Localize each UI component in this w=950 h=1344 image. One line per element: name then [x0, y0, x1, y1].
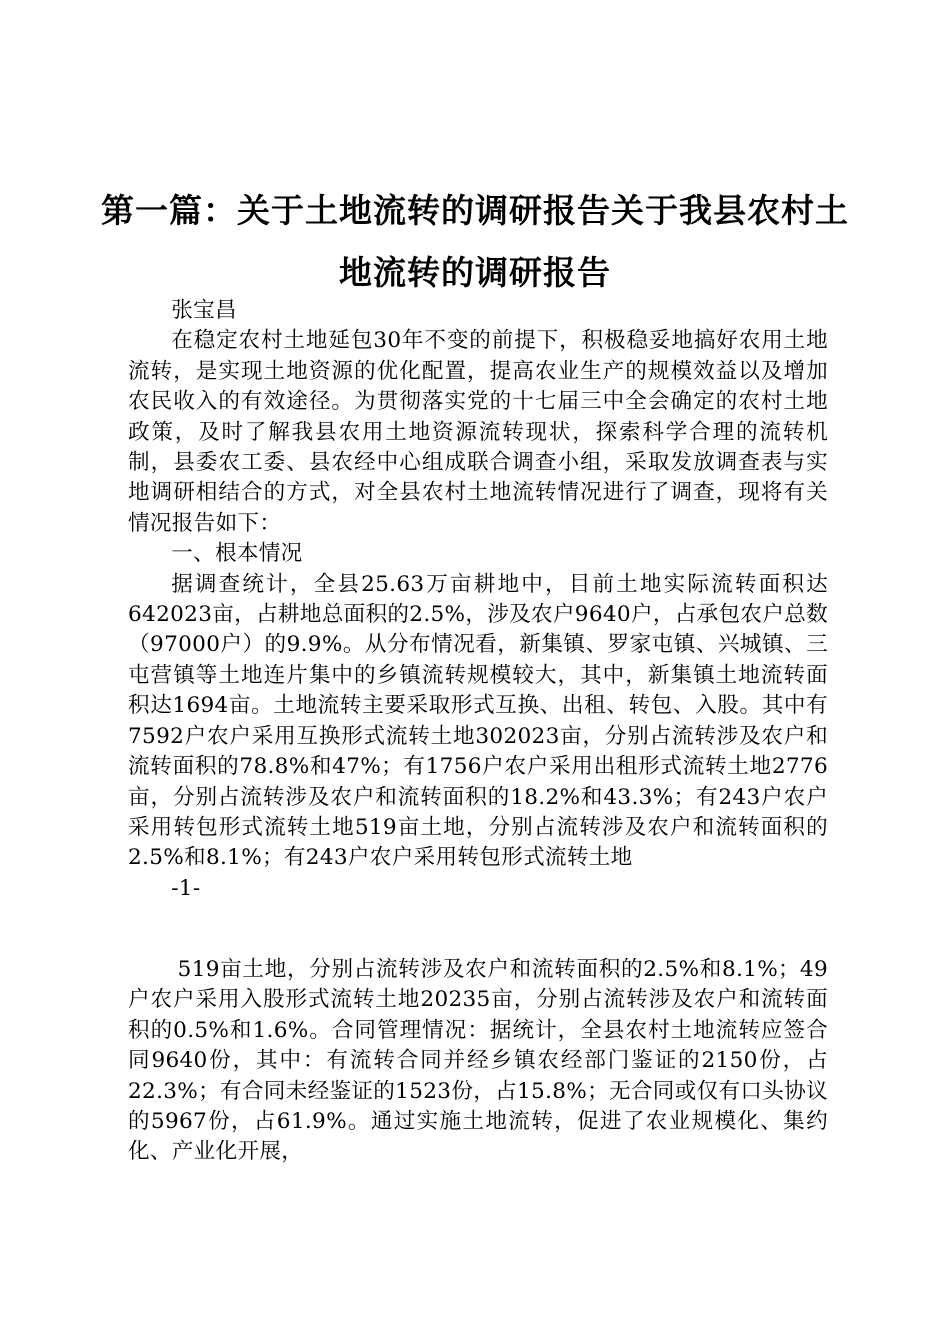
document-body-top: [128, 296, 828, 904]
document-title: 第一篇：关于土地流转的调研报告关于我县农村土地流转的调研报告: [101, 191, 849, 292]
continuation-paragraph: 519亩土地，分别占流转涉及农户和流转面积的2.5%和8.1%；49户农户采用入股形式流转土地20235亩，分别占流转涉及农户和流转面积的0.5%和1.6%。合同管理情况：据统计，全县农村土地流转应签合同9640份，其中：有流转合同并经乡镇农经部门鉴证的2150份，占22.3%；有合同未经鉴证的1523份，占15.8%；无合同或仅有口头协议的5967份，占61.9%。通过实施土地流转，促进了农业规模化、集约化、产业化开展，: [128, 957, 828, 1165]
basic-situation-paragraph: 据调查统计，全县25.63万亩耕地中，目前土地实际流转面积达642023亩，占耕地总面积的2.5%，涉及农户9640户，占承包农户总数（97000户）的9.9%。从分布情况看，新集镇、罗家屯镇、兴城镇、三屯营镇等土地连片集中的乡镇流转规模较大，其中，新集镇土地流转面积达1694亩。土地流转主要采取形式互换、出租、转包、入股。其中有7592户农户采用互换形式流转土地302023亩，分别占流转涉及农户和流转面积的78.8%和47%；有1756户农户采用出租形式流转土地2776亩，分别占流转涉及农户和流转面积的18.2%和43.3%；有243户农户采用转包形式流转土地519亩土地，分别占流转涉及农户和流转面积的2.5%和8.1%；有243户农户采用转包形式流转土地: [128, 571, 829, 871]
section-heading: 一、根本情况: [171, 541, 303, 567]
intro-paragraph: 在稳定农村土地延包30年不变的前提下，积极稳妥地搞好农用土地流转，是实现土地资源的优化配置，提高农业生产的规模效益以及增加农民收入的有效途径。为贯彻落实党的十七届三中全会确定的农村土地政策，及时了解我县农用土地资源流转现状，探索科学合理的流转机制，县委农工委、县农经中心组成联合调查小组，采取发放调查表与实地调研相结合的方式，对全县农村土地流转情况进行了调查，现将有关情况报告如下：: [128, 328, 828, 536]
author-name: 张宝昌: [171, 298, 237, 323]
document-body-bottom: [128, 955, 828, 1168]
page-number: -1-: [171, 875, 201, 901]
